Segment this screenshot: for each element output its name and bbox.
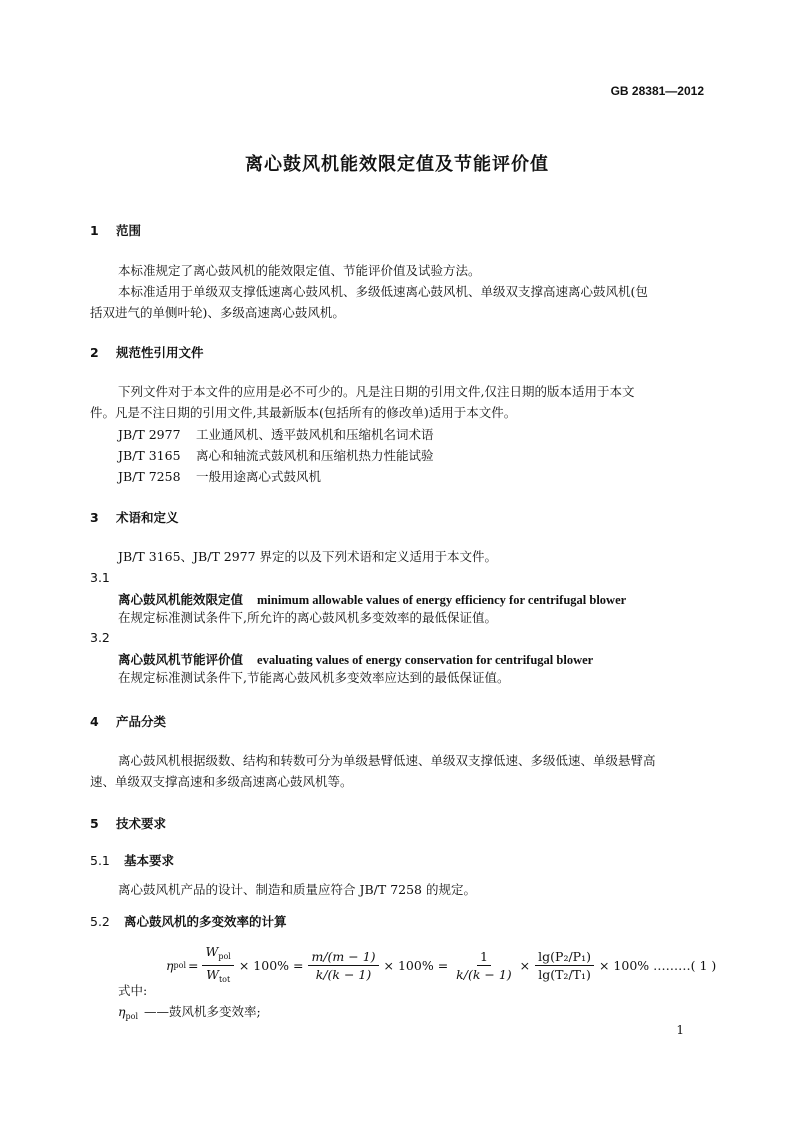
term-heading — [118, 650, 593, 668]
subsection-number: 5.2 — [90, 914, 110, 929]
paragraph: 件。凡是不注日期的引用文件,其最新版本(包括所有的修改单)适用于本文件。 — [90, 405, 517, 420]
denominator: $W_{tot}$ — [206, 967, 231, 984]
paragraph: 括双进气的单侧叶轮)、多级高速离心鼓风机。 — [90, 305, 345, 320]
numerator: $W_{pol}$ — [202, 943, 233, 966]
section-1-heading — [90, 221, 141, 239]
section-3-heading — [90, 508, 179, 526]
term-en: evaluating values of energy conservation for centrifugal blower — [257, 653, 594, 667]
paragraph: 本标准适用于单级双支撑低速离心鼓风机、多级低速离心鼓风机、单级双支撑高速离心鼓风机(包 — [118, 284, 648, 299]
paragraph: JB/T 3165、JB/T 2977 界定的以及下列术语和定义适用于本文件。 — [118, 549, 498, 564]
section-number: 1 — [90, 223, 99, 238]
numerator: m/(m − 1) — [308, 948, 378, 966]
symbol: η — [118, 1004, 126, 1019]
denominator: k/(k − 1) — [456, 967, 512, 982]
term-heading — [118, 590, 626, 608]
term-number: 3.1 — [90, 570, 110, 585]
symbol-subscript: pol — [125, 1012, 138, 1021]
term-definition: 在规定标准测试条件下,节能离心鼓风机多变效率应达到的最低保证值。 — [118, 670, 510, 685]
section-number: 3 — [90, 510, 99, 525]
reference-title: 一般用途离心式鼓风机 — [196, 469, 322, 484]
document-title: 离心鼓风机能效限定值及节能评价值 — [245, 154, 549, 175]
formula-1 — [166, 943, 716, 988]
where-item — [118, 1001, 261, 1027]
reference-code: JB/T 7258 — [118, 469, 181, 484]
numerator: lg(P₂/P₁) — [535, 948, 594, 966]
subsection-5-2-heading — [90, 912, 287, 930]
paragraph: 速、单级双支撑高速和多级高速离心鼓风机等。 — [90, 774, 353, 789]
subsection-5-1-heading — [90, 851, 174, 869]
section-5-heading — [90, 814, 166, 832]
section-2-heading — [90, 343, 204, 361]
term-number: 3.2 — [90, 630, 110, 645]
section-number: 2 — [90, 345, 99, 360]
paragraph: 下列文件对于本文件的应用是必不可少的。凡是注日期的引用文件,仅注日期的版本适用于本文 — [118, 384, 635, 399]
where-label: 式中: — [118, 983, 148, 998]
numerator: 1 — [477, 948, 491, 966]
section-title: 规范性引用文件 — [116, 345, 204, 360]
section-title: 范围 — [116, 223, 142, 238]
section-title: 技术要求 — [116, 816, 167, 831]
operator: × — [519, 958, 531, 973]
section-title: 术语和定义 — [116, 510, 179, 525]
fraction-mk — [308, 948, 378, 983]
paragraph: 离心鼓风机根据级数、结构和转数可分为单级悬臂低速、单级双支撑低速、多级低速、单级悬臂高 — [118, 753, 656, 768]
standard-number: GB 28381—2012 — [610, 84, 704, 98]
eta-subscript: pol — [173, 961, 186, 970]
section-number: 5 — [90, 816, 99, 831]
term-definition: 在规定标准测试条件下,所允许的离心鼓风机多变效率的最低保证值。 — [118, 610, 497, 625]
paragraph: 本标准规定了离心鼓风机的能效限定值、节能评价值及试验方法。 — [118, 263, 481, 278]
reference-title: 离心和轴流式鼓风机和压缩机热力性能试验 — [196, 448, 434, 463]
reference-item — [118, 445, 434, 466]
denominator: k/(k − 1) — [315, 967, 372, 982]
equals-sign: = — [188, 958, 199, 973]
paragraph: 离心鼓风机产品的设计、制造和质量应符合 JB/T 7258 的规定。 — [118, 882, 476, 897]
term-zh: 离心鼓风机能效限定值 — [118, 592, 244, 607]
operator: × 100% = — [238, 958, 304, 973]
subsection-title: 基本要求 — [124, 853, 175, 868]
subsection-title: 离心鼓风机的多变效率的计算 — [124, 914, 287, 929]
page-number: 1 — [676, 1023, 684, 1037]
section-title: 产品分类 — [116, 714, 167, 729]
reference-item — [118, 424, 434, 445]
term-en: minimum allowable values of energy efficiency for centrifugal blower — [257, 593, 627, 607]
formula-tail: × 100% ………( 1 ) — [598, 958, 717, 973]
symbol-description: ——鼓风机多变效率; — [144, 1004, 261, 1019]
term-zh: 离心鼓风机节能评价值 — [118, 652, 244, 667]
section-4-heading — [90, 712, 166, 730]
eta-symbol: η — [166, 958, 174, 973]
denominator: lg(T₂/T₁) — [538, 967, 591, 982]
reference-code: JB/T 3165 — [118, 448, 181, 463]
operator: × 100% = — [383, 958, 449, 973]
subsection-number: 5.1 — [90, 853, 110, 868]
reference-item — [118, 466, 321, 487]
fraction-w — [202, 943, 233, 988]
reference-code: JB/T 2977 — [118, 427, 181, 442]
fraction-k — [453, 948, 515, 983]
section-number: 4 — [90, 714, 99, 729]
reference-title: 工业通风机、透平鼓风机和压缩机名词术语 — [196, 427, 434, 442]
fraction-lg — [535, 948, 594, 983]
